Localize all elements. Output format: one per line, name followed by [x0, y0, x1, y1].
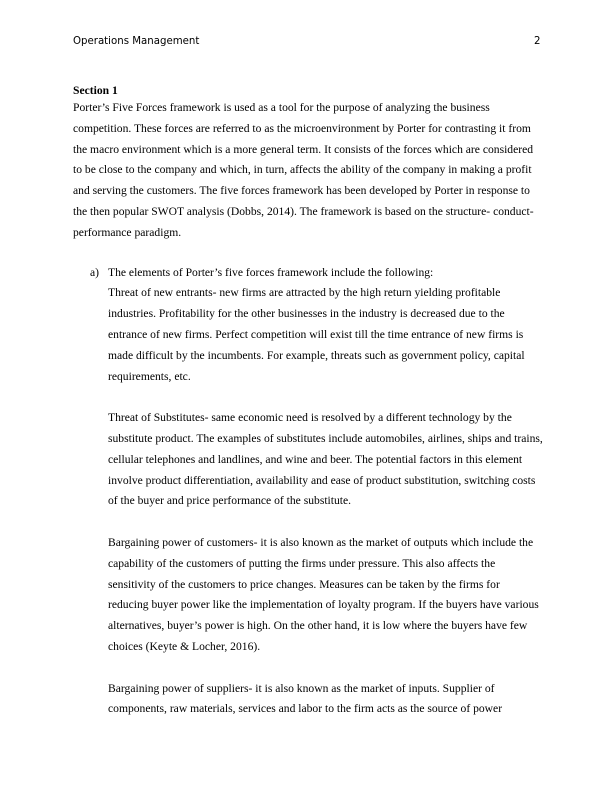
list-item-block — [108, 263, 543, 388]
list-item-customers: Bargaining power of customers- it is also known as the market of outputs which include the capability of the customers of putting the firms under pressure. This also affects the sensitivity of the customers to price changes. Measures can be taken by the firms for reducing buyer power like the implementation of loyalty program. If the buyers have various alternatives, buyer’s power is high. On the other hand, it is low where the buyers have few choices (Keyte & Locher, 2016). — [108, 535, 539, 653]
intro-paragraph: Porter’s Five Forces framework is used as a tool for the purpose of analyzing the business competition. These forces are referred to as the microenvironment by Porter for contrasting it from the macro environment which is a more general term. It consists of the forces which are considered to be close to the company and which, in turn, affects the ability of the company in making a profit and serving the customers. The five forces framework has been developed by Porter in response to the then popular SWOT analysis (Dobbs, 2014). The framework is based on the structure- conduct- performance paradigm. — [73, 101, 534, 239]
forces-list — [73, 263, 543, 721]
list-body — [108, 263, 543, 721]
list-item-suppliers: Bargaining power of suppliers- it is also known as the market of inputs. Supplier of components, raw materials, services and labor to the firm acts as the source of power — [108, 681, 503, 716]
running-header-title: Operations Management — [73, 36, 200, 47]
page-number: 2 — [534, 36, 541, 47]
list-lead-text: The elements of Porter’s five forces framework include the following: — [108, 265, 434, 279]
list-marker: a) — [90, 265, 100, 279]
document-body — [73, 83, 543, 720]
list-item-new-entrants: Threat of new entrants- new firms are attracted by the high return yielding profitable industries. Profitability for the other businesses in the industry is decreased due to the entrance of new firms. Perfect competition will exist till the time entrance of new firms is made difficult by the incumbents. For example, threats such as government policy, capital requirements, etc. — [108, 286, 525, 383]
section-heading: Section 1 — [73, 84, 118, 97]
list-item-substitutes: Threat of Substitutes- same economic need is resolved by a different technology by the substitute product. The examples of substitutes include automobiles, airlines, ships and trains, cellular telephones and landlines, and wine and beer. The potential factors in this element involve product differentiation, availability and ease of product substitution, switching costs of the buyer and price performance of the substitute. — [108, 411, 543, 508]
